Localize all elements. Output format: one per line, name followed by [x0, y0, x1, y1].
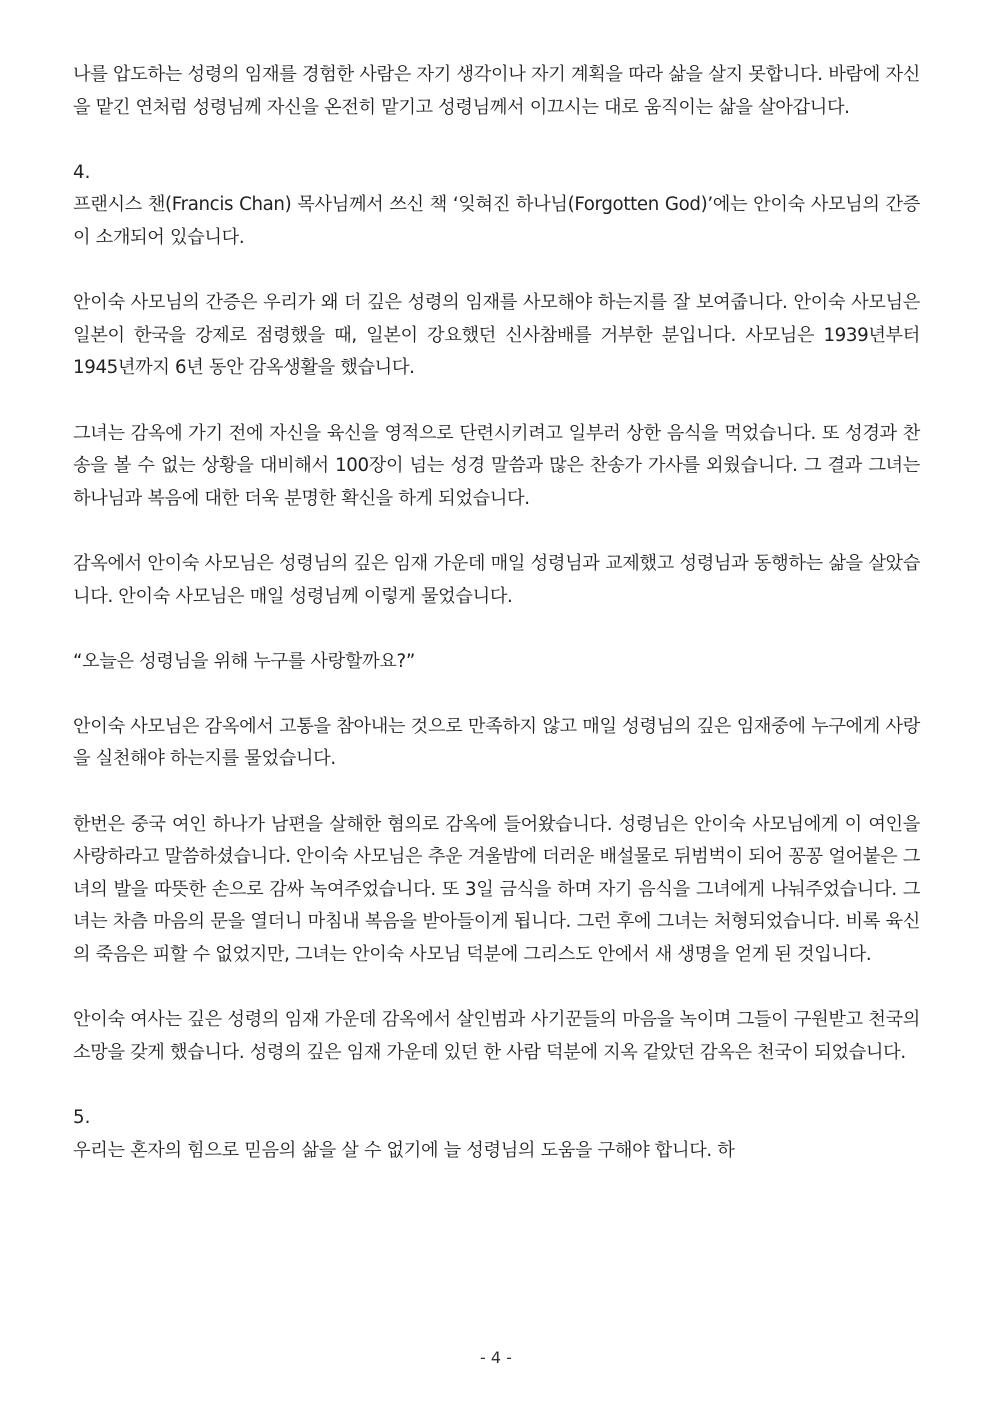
section-number-5: 5.: [73, 1107, 91, 1128]
paragraph-surrender: 나를 압도하는 성령의 임재를 경험한 사람은 자기 생각이나 자기 계획을 따라 삶을 살지 못합니다. 바람에 자신을 맡긴 연처럼 성령님께 자신을 온전히 맡기고 성령님께서 이끄시는 대로 움직이는 삶을 살아갑니다.: [73, 64, 920, 118]
paragraph-chinese-woman: 한번은 중국 여인 하나가 남편을 살해한 혐의로 감옥에 들어왔습니다. 성령님은 안이숙 사모님에게 이 여인을 사랑하라고 말씀하셨습니다. 안이숙 사모님은 추운 겨울밤에 더러운 배설물로 뒤범벅이 되어 꽁꽁 얼어붙은 그녀의 발을 따뜻한 손으로 감싸 녹여주었습니다. 또 3일 금식을 하며 자기 음식을 그녀에게 나눠주었습니다. 그녀는 차츰 마음의 문을 열더니 마침내 복음을 받아들이게 됩니다. 그런 후에 그녀는 처형되었습니다. 비록 육신의 죽음은 피할 수 없었지만, 그녀는 안이숙 사모님 덕분에 그리스도 안에서 새 생명을 얻게 된 것입니다.: [73, 813, 920, 966]
paragraph-preparation: 그녀는 감옥에 가기 전에 자신을 육신을 영적으로 단련시키려고 일부러 상한 음식을 먹었습니다. 또 성경과 찬송을 볼 수 없는 상황을 대비해서 100장이 넘는 성경 말씀과 많은 찬송가 가사를 외웠습니다. 그 결과 그녀는 하나님과 복음에 대한 더욱 분명한 확신을 하게 되었습니다.: [73, 422, 920, 509]
page-body: [73, 59, 920, 1167]
page-number: - 4 -: [480, 1348, 512, 1367]
paragraph-francis-chan: 프랜시스 챈(Francis Chan) 목사님께서 쓰신 책 ‘잊혀진 하나님(Forgotten God)’에는 안이숙 사모님의 간증이 소개되어 있습니다.: [73, 194, 920, 248]
paragraph-daily-question: 안이숙 사모님은 감옥에서 고통을 참아내는 것으로 만족하지 않고 매일 성령님의 깊은 임재중에 누구에게 사랑을 실천해야 하는지를 물었습니다.: [73, 715, 920, 770]
paragraph-prison-heaven: 안이숙 여사는 깊은 성령의 임재 가운데 감옥에서 살인범과 사기꾼들의 마음을 녹이며 그들이 구원받고 천국의 소망을 갖게 했습니다. 성령의 깊은 임재 가운데 있던 한 사람 덕분에 지옥 같았던 감옥은 천국이 되었습니다.: [73, 1009, 920, 1063]
paragraph-prison-fellowship: 감옥에서 안이숙 사모님은 성령님의 깊은 임재 가운데 매일 성령님과 교제했고 성령님과 동행하는 삶을 살았습니다. 안이숙 사모님은 매일 성령님께 이렇게 물었습니다.: [73, 552, 920, 607]
paragraph-quote: “오늘은 성령님을 위해 누구를 사랑할까요?”: [73, 650, 415, 672]
paragraph-testimony: 안이숙 사모님의 간증은 우리가 왜 더 깊은 성령의 임재를 사모해야 하는지를 잘 보여줍니다. 안이숙 사모님은 일본이 한국을 강제로 점령했을 때, 일본이 강요했던 신사참배를 거부한 분입니다. 사모님은 1939년부터 1945년까지 6년 동안 감옥생활을 했습니다.: [73, 292, 920, 379]
section-number-4: 4.: [73, 161, 91, 183]
paragraph-seek-help: 우리는 혼자의 힘으로 믿음의 삶을 살 수 없기에 늘 성령님의 도움을 구해야 합니다. 하: [73, 1139, 735, 1161]
